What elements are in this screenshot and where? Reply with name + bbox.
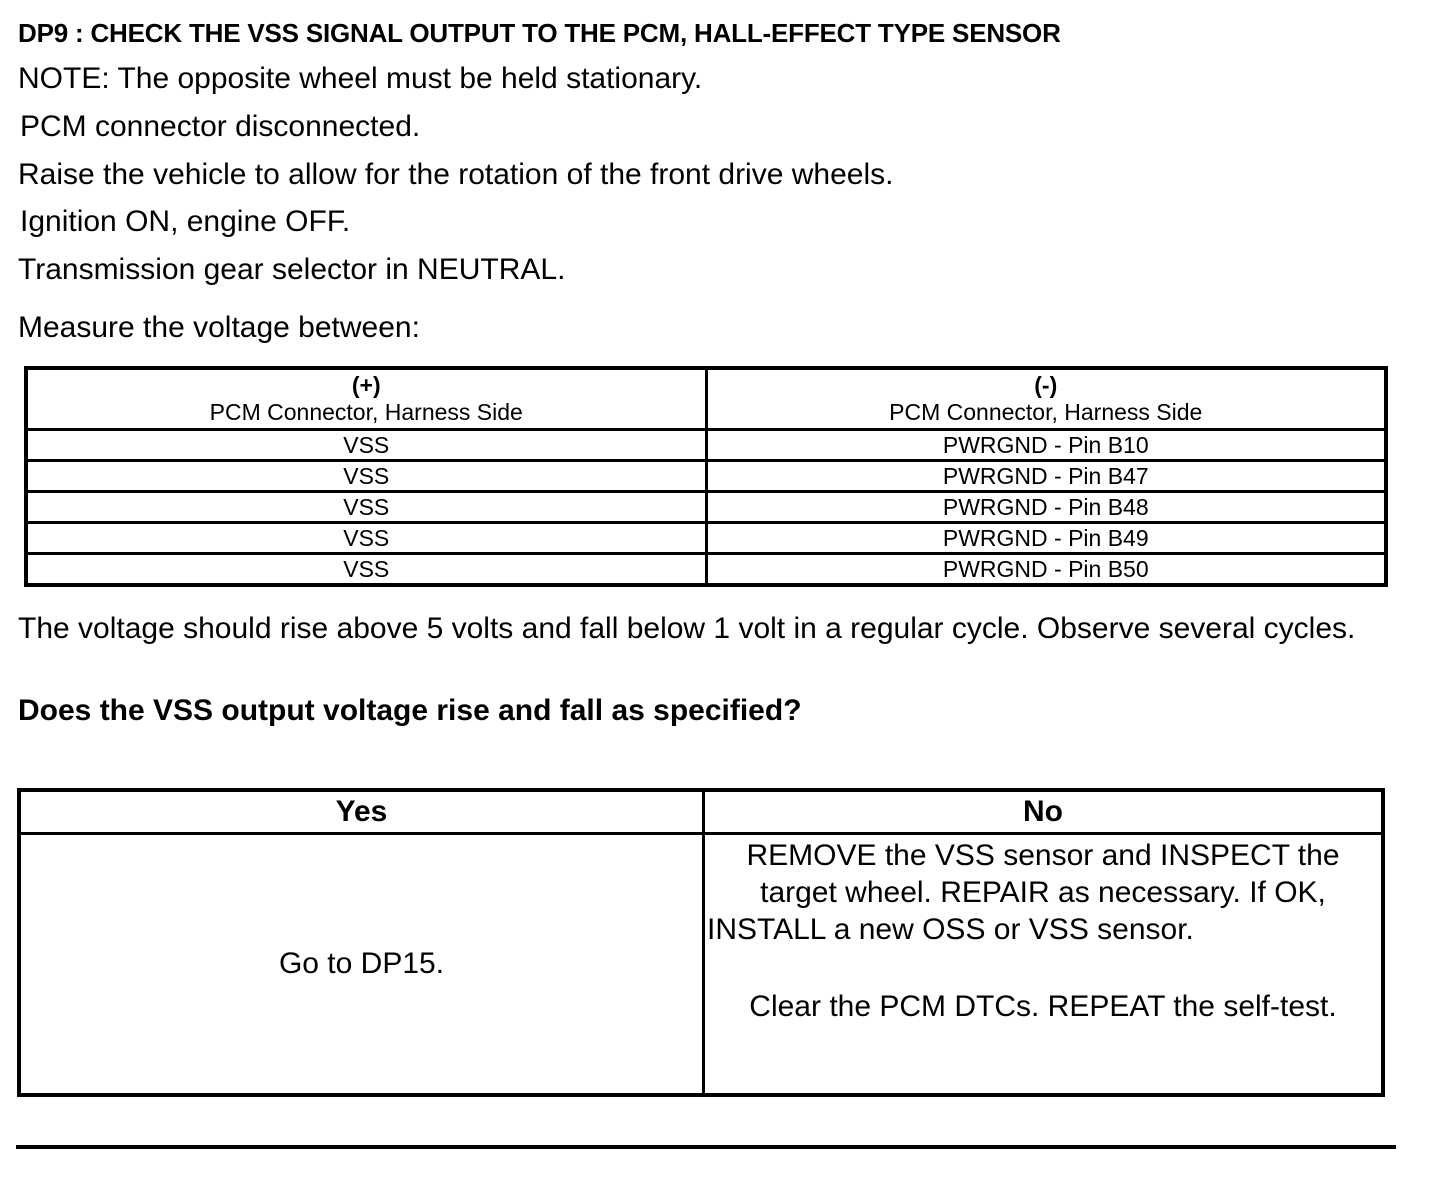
no-action-followup: Clear the PCM DTCs. REPEAT the self-test.: [749, 990, 1337, 1023]
yes-action: Go to DP15.: [19, 834, 704, 1096]
instruction-raise-vehicle: Raise the vehicle to allow for the rotation of the front drive wheels.: [18, 158, 894, 191]
table-row: [26, 461, 1386, 492]
negative-pin-cell: PWRGND - Pin B50: [706, 554, 1386, 586]
no-action-line: REMOVE the VSS sensor and INSPECT the: [746, 839, 1340, 872]
yes-header: Yes: [19, 790, 704, 834]
instruction-note: NOTE: The opposite wheel must be held stationary.: [18, 62, 703, 95]
measure-label: Measure the voltage between:: [18, 311, 420, 344]
positive-pin-cell: VSS: [26, 461, 706, 492]
negative-column-header: [706, 368, 1386, 430]
expected-result: The voltage should rise above 5 volts and fall below 1 volt in a regular cycle. Observe several cycles.: [18, 612, 1356, 645]
positive-pin-cell: VSS: [26, 430, 706, 461]
positive-pin-cell: VSS: [26, 554, 706, 586]
decision-table-row: [19, 834, 1383, 1096]
negative-pin-cell: PWRGND - Pin B49: [706, 523, 1386, 554]
table-row: [26, 492, 1386, 523]
no-action-line: INSTALL a new OSS or VSS sensor.: [707, 913, 1194, 946]
negative-pin-cell: PWRGND - Pin B47: [706, 461, 1386, 492]
positive-pin-cell: VSS: [26, 523, 706, 554]
instruction-pcm-connector: PCM connector disconnected.: [20, 110, 421, 143]
no-action: [704, 834, 1384, 1096]
page-title: DP9 : CHECK THE VSS SIGNAL OUTPUT TO THE PCM, HALL-EFFECT TYPE SENSOR: [18, 18, 1061, 48]
bottom-divider: [16, 1145, 1396, 1149]
measurement-table: [24, 366, 1388, 587]
negative-pin-cell: PWRGND - Pin B48: [706, 492, 1386, 523]
positive-column-header: [26, 368, 706, 430]
negative-column-label: PCM Connector, Harness Side: [889, 399, 1203, 425]
decision-table-header: [19, 790, 1383, 834]
no-header: No: [704, 790, 1384, 834]
negative-pin-cell: PWRGND - Pin B10: [706, 430, 1386, 461]
negative-symbol: (-): [1034, 372, 1058, 398]
decision-table: [17, 788, 1385, 1097]
table-row: [26, 554, 1386, 586]
instruction-ignition: Ignition ON, engine OFF.: [20, 205, 351, 238]
instruction-transmission: Transmission gear selector in NEUTRAL.: [18, 253, 566, 286]
positive-symbol: (+): [351, 372, 381, 398]
measurement-table-header: [26, 368, 1386, 430]
decision-question: Does the VSS output voltage rise and fall as specified?: [18, 694, 802, 727]
positive-column-label: PCM Connector, Harness Side: [209, 399, 523, 425]
table-row: [26, 523, 1386, 554]
no-action-line: target wheel. REPAIR as necessary. If OK,: [760, 876, 1326, 909]
table-row: [26, 430, 1386, 461]
positive-pin-cell: VSS: [26, 492, 706, 523]
no-action-spacer: [713, 948, 1373, 988]
